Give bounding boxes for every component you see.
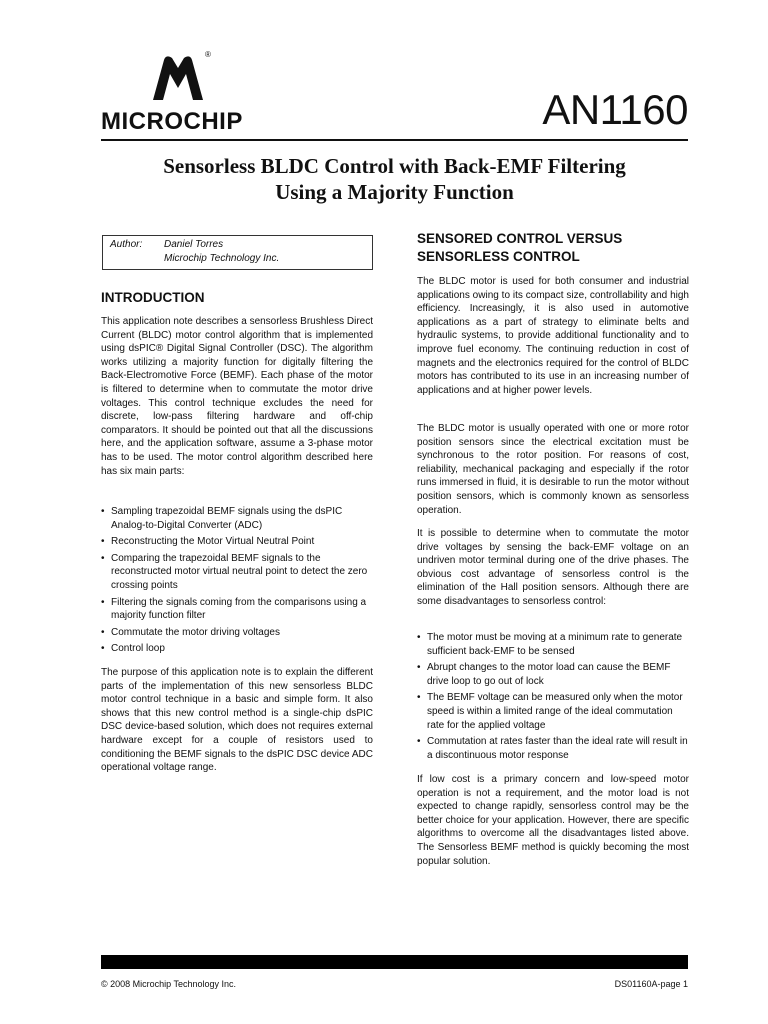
footer-bar <box>101 955 688 969</box>
disadvantages-bullet-list <box>417 631 689 765</box>
intro-paragraph-1: This application note describes a sensorless Brushless Direct Current (BLDC) motor control algorithm that is implemented using dsPIC® Digital Signal Controller (DSC). The algorithm works utilizing a majority function for digitally filtering the Back-Electromotive Force (BEMF). Each phase of the motor is filtered to determine when to commutate the motor drive voltages. This control technique excludes the need for discrete, low-pass filtering hardware and off-chip comparators. It should be pointed out that all the discussions here, and the application software, assume a 3-phase motor has to be used. The motor control algorithm described here has six main parts: <box>101 316 373 477</box>
sensored-paragraph-2: The BLDC motor is usually operated with one or more rotor position sensors since the electrical excitation must be synchronous to the rotor position. For reasons of cost, reliability, mechanical packaging and especially if the rotor runs immersed in fluid, it is desirable to run the motor without position sensors, which is commonly known as sensorless operation. <box>417 423 689 516</box>
author-box <box>102 235 373 270</box>
document-title <box>101 153 688 205</box>
list-item: • Reconstructing the Motor Virtual Neutral Point <box>101 535 373 549</box>
author-organization: Microchip Technology Inc. <box>164 252 280 264</box>
list-item: • Sampling trapezoidal BEMF signals using the dsPIC Analog-to-Digital Converter (ADC) <box>101 505 373 532</box>
microchip-logo-icon <box>148 50 208 105</box>
title-line-1: Sensorless BLDC Control with Back-EMF Filtering <box>163 154 626 178</box>
header-rule <box>101 139 688 141</box>
list-item: • Abrupt changes to the motor load can cause the BEMF drive loop to go out of lock <box>417 661 689 688</box>
sensored-paragraph-1: The BLDC motor is used for both consumer and industrial applications owing to its compact size, controllability and high efficiency. Increasingly, it is also used in automotive applications as a part of strategy to eliminate belts and hydraulic systems, to provide additional functionality and to improve fuel economy. The continuing reduction in cost of magnets and the electronics required for the control of BLDC motors has contributed to its use in an increasing number of applications and at higher power levels. <box>417 276 689 396</box>
company-name: MICROCHIP <box>101 108 243 135</box>
list-item: • The BEMF voltage can be measured only when the motor speed is within a limited range of the ideal commutation rate for the applied voltage <box>417 691 689 732</box>
title-line-2: Using a Majority Function <box>275 180 514 204</box>
footer-page-id: DS01160A-page 1 <box>614 979 688 989</box>
introduction-heading: INTRODUCTION <box>101 290 205 305</box>
list-item: • Comparing the trapezoidal BEMF signals to the reconstructed motor virtual neutral point to detect the zero crossing points <box>101 552 373 593</box>
microchip-logo <box>101 50 261 135</box>
list-item: • Control loop <box>101 642 373 656</box>
app-note-number: AN1160 <box>542 86 688 133</box>
list-item: • Filtering the signals coming from the comparisons using a majority function filter <box>101 596 373 623</box>
list-item: • Commutation at rates faster than the ideal rate will result in a discontinuous motor response <box>417 735 689 762</box>
intro-paragraph-2: The purpose of this application note is to explain the different parts of the implementation of this new sensorless BLDC motor control technique in a basic and simple form. It also shows that this new control method is a single-chip dsPIC DSC device-based solution, which does not requires external hardware except for a couple of resistors used to conditioning the BEMF signals to the dsPIC DSC device ADC operational voltage range. <box>101 667 373 774</box>
author-label: Author: <box>110 239 143 250</box>
footer-copyright: © 2008 Microchip Technology Inc. <box>101 979 237 989</box>
list-item: • The motor must be moving at a minimum rate to generate sufficient back-EMF to be sensed <box>417 631 689 658</box>
intro-bullet-list <box>101 505 373 659</box>
sensored-paragraph-3: It is possible to determine when to commutate the motor drive voltages by sensing the back-EMF voltage on an undriven motor terminal during one of the drive phases. The obvious cost advantage of sensorless control is the elimination of the Hall position sensors. Although there are some disadvantages to sensorless control: <box>417 528 689 607</box>
sensored-heading-line-2: SENSORLESS CONTROL <box>417 249 580 264</box>
list-item: • Commutate the motor driving voltages <box>101 626 373 640</box>
sensored-paragraph-4: If low cost is a primary concern and low-speed motor operation is not a requirement, and the motor load is not expected to change rapidly, sensorless control may be the better choice for your application. However, there are specific algorithms to overcome all the disadvantages listed above. The Sensorless BEMF method is quickly becoming the most popular solution. <box>417 774 689 867</box>
author-name: Daniel Torres <box>164 239 224 250</box>
sensored-heading-line-1: SENSORED CONTROL VERSUS <box>417 231 623 246</box>
registered-mark: ® <box>205 50 211 59</box>
